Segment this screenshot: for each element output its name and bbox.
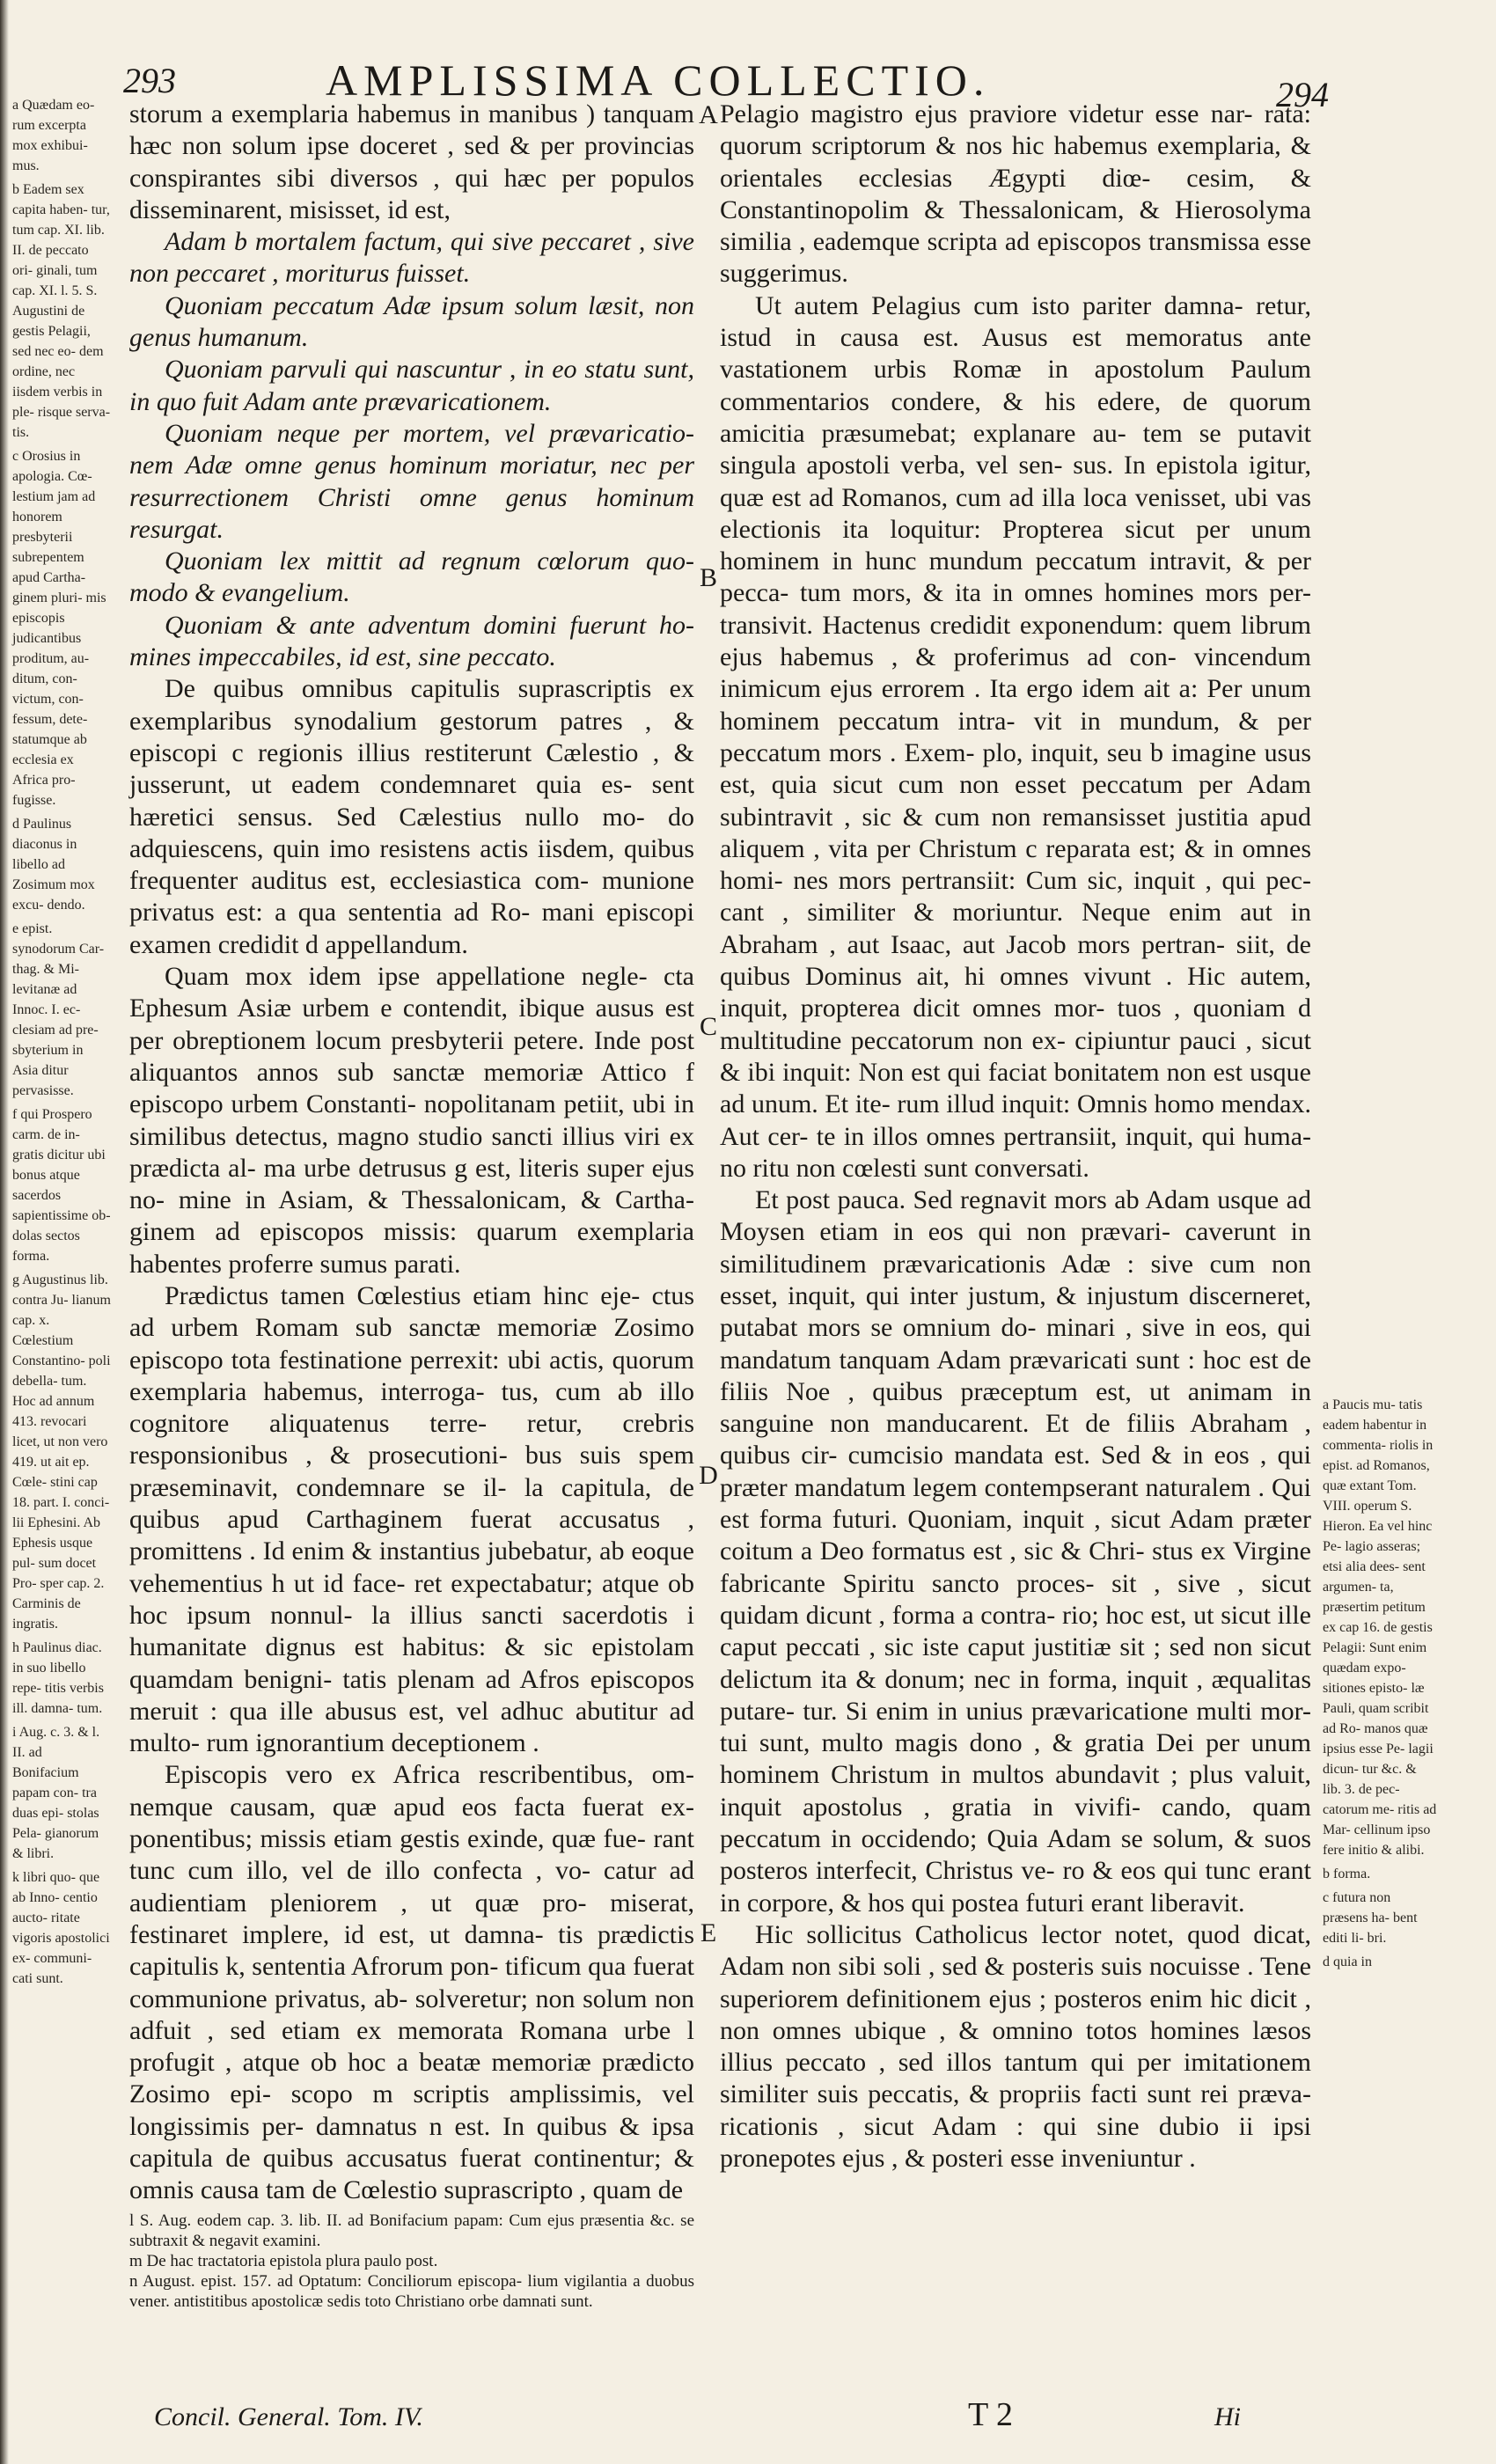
catchword: Hi	[1214, 2402, 1241, 2431]
running-title: AMPLISSIMA COLLECTIO.	[326, 55, 991, 105]
margin-note: e epist. synodorum Car- thag. & Mi- levitanæ ad Innoc. I. ec- clesiam ad pre- sbyterium in Asia ditur pervasisse.	[12, 921, 105, 1098]
paragraph: storum a exemplaria habemus in manibus ) tanquam hæc non solum ipse doceret , sed & per provincias conspirantes sibi diversos , qui hæc per populos disseminarent, misisset, id est,	[129, 99, 694, 224]
margin-note: d Paulinus diaconus in libello ad Zosimum mox excu- dendo.	[12, 817, 95, 913]
paragraph: Hic sollicitus Catholicus lector notet, quod dicat, Adam non sibi soli , sed & posteris suis nocuisse . Tene superiorem definitionem ejus ; posteros enim hic dicit , non omnes ubique , & omnino totos homines læsos illius peccato , sed illos tantum qui per imitationem similiter suis peccatis, & propriis facti sunt rei præva- ricationis , sicut Adam : qui sine dubio ii ipsi pronepotes ejus , & posteri esse inveniuntur .	[720, 1919, 1311, 2173]
signature-mark: T 2	[968, 2396, 1014, 2433]
paragraph: Quoniam parvuli qui nascuntur , in eo statu sunt, in quo fuit Adam ante prævaricationem.	[129, 355, 694, 416]
footnote: l S. Aug. eodem cap. 3. lib. II. ad Bonifacium papam: Cum ejus præsentia &c. se subtraxit & negavit examini.	[129, 2211, 694, 2250]
section-letter-d: D	[699, 1461, 718, 1490]
margin-note: a Quædam eo- rum excerpta mox exhibui- mus.	[12, 98, 95, 173]
margin-note: c futura non præsens ha- bent editi li- bri.	[1323, 1890, 1418, 1946]
margin-note: g Augustinus lib. contra Ju- lianum cap. x. Cœlestium Constantino- poli debella- tum. Hoc ad annum 413. revocari licet, ut non vero 419. ut ait ep. Cœle- stini cap 18. part. I. conci- lii Ephesini. Ab Ephesis usque pul- sum docet Pro- sper cap. 2. Carminis de ingratis.	[12, 1272, 111, 1632]
left-column-footnotes	[129, 2211, 694, 2312]
margin-note: b forma.	[1323, 1866, 1371, 1881]
paragraph: Adam b mortalem factum, qui sive peccaret , sive non peccaret , moriturus fuisset.	[129, 227, 694, 289]
left-column	[129, 99, 694, 2312]
paragraph: Quam mox idem ipse appellatione negle- cta Ephesum Asiæ urbem e contendit, ibique ausus est per obreptionem locum presbyterii petere. Inde post aliquantos annos sub sanctæ memoriæ Attico f episcopo urbem Constanti- nopolitanam petiit, ubi in similibus detectus, magno studio sancti illius viri ex prædicta al- ma urbe detrusus g est, literis super ejus no- mine in Asiam, & Thessalonicam, & Cartha- ginem ad episcopos missis: quarum exemplaria habentes proferre sumus parati.	[129, 962, 694, 1279]
footnote: m De hac tractatoria epistola plura paulo post.	[129, 2251, 438, 2270]
left-margin-notes	[12, 95, 111, 1992]
page-number-right: 294	[1276, 75, 1329, 114]
margin-note: c Orosius in apologia. Cœ- lestium jam ad honorem presbyterii subrepentem apud Cartha- ginem pluri- mis episcopis judicantibus proditum, au- ditum, con- victum, con- fessum, dete- statumque ab ecclesia ex Africa pro- fugisse.	[12, 449, 106, 808]
right-column	[720, 99, 1311, 2174]
paragraph: Quoniam & ante adventum domini fuerunt ho- mines impeccabiles, id est, sine peccato.	[129, 610, 694, 672]
margin-note: f qui Prospero carm. de in- gratis dicitur ubi bonus atque sacerdos sapientissime ob- dolas sectos forma.	[12, 1107, 111, 1264]
margin-note: h Paulinus diac. in suo libello repe- titis verbis ill. damna- tum.	[12, 1640, 104, 1716]
footnote: n August. epist. 157. ad Optatum: Conciliorum episcopa- lium vigilantia a duobus vener. antistitibus apostolicæ sedis toto Christiano orbe damnati sunt.	[129, 2271, 694, 2311]
paragraph: Ut autem Pelagius cum isto pariter damna- retur, istud in causa est. Ausus est memoratus ante vastationem urbis Romæ in apostolum Paulum commentarios condere, & his edere, de quorum amicitia præsumebat; explanare au- tem se putavit singula apostoli verba, vel sen- sus. In epistola igitur, quæ est ad Romanos, cum ad illa loca venisset, ubi vas electionis ita loquitur: Propterea sicut per unum hominem in hunc mundum peccatum intravit, & per pecca- tum mors, & ita in omnes homines mors per- transivit. Hactenus credidit exponendum: quem librum ejus habemus , & proferimus ad con- vincendum inimicum ejus errorem . Ita ergo idem ait a: Per unum hominem peccatum intra- vit in mundum, & per peccatum mors . Exem- plo, inquit, seu b imagine usus est, quia sicut cum non esset peccatum per Adam subintravit , sic & cum non remansisset justitia apud aliquem , vita per Christum c reparata est; & in omnes homi- nes mors pertransiit: Cum sic, inquit , qui pec- cant , similiter & moriuntur. Neque enim aut in Abraham , aut Isaac, aut Jacob mors pertran- siit, de quibus Dominus ait, hi omnes vivunt . Hic autem, inquit, propterea dicit omnes mor- tuos , quoniam d multitudine peccatorum non ex- cipiuntur pauci , sicut & ibi inquit: Non est qui faciat bonitatem non est usque ad unum. Et ite- rum illud inquit: Omnis homo mendax. Aut cer- te in illos omnes pertransiit, inquit, qui huma- no ritu non cœlesti sunt conversati.	[720, 290, 1311, 1183]
margin-note: a Paucis mu- tatis eadem habentur in commenta- riolis in epist. ad Romanos, quæ extant Tom. VIII. operum S. Hieron. Ea vel hinc Pe- lagio asseras; etsi alia dees- sent argumen- ta, præsertim petitum ex cap 16. de gestis Pelagii: Sunt enim quædam expo- sitiones episto- læ Pauli, quam scribit ad Ro- manos quæ ipsius esse Pe- lagii dicun- tur &c. & lib. 3. de pec- catorum me- ritis ad Mar- cellinum ipso fere initio & alibi.	[1323, 1397, 1437, 1858]
margin-note: i Aug. c. 3. & l. II. ad Bonifacium papam con- tra duas epi- stolas Pela- gianorum & libri.	[12, 1725, 100, 1861]
right-margin-notes	[1323, 1395, 1437, 1976]
paragraph: Pelagio magistro ejus praviore videtur esse nar- rata: quorum scriptorum & nos hic habemus exemplaria, & orientales ecclesias Ægypti diœ- cesim, & Constantinopolim & Thessalonicam, & Hierosolyma similia , eademque scripta ad episcopos transmissa esse suggerimus.	[720, 99, 1311, 289]
paragraph: Quoniam peccatum Adæ ipsum solum læsit, non genus humanum.	[129, 290, 694, 353]
section-letter-a: A	[699, 100, 718, 129]
page-number-left: 293	[123, 61, 176, 100]
paragraph: Et post pauca. Sed regnavit mors ab Adam usque ad Moysen etiam in eos qui non prævari- caverunt in similitudinem prævaricationis Adæ : sive cum non esset, inquit, qui inter justum, & injustum discerneret, putabat mors se omnium do- minari , sive in eos, qui mandatum tanquam Adam prævaricati sunt : hoc est de filiis Noe , quibus præceptum est, ut animam in sanguine non manducarent. Et de filiis Abraham , quibus cir- cumcisio mandata est. Sed & in eos , qui præter mandatum legem contempserant naturalem . Qui est forma futuri. Quoniam, inquit , sicut Adam præter coitum a Deo formatus est , sic & Chri- stus ex Virgine fabricante Spiritu sancto proces- sit , sive , sicut quidam dicunt , forma a contra- rio; hoc est, ut sicut ille caput peccati , sic iste caput justitiæ sit ; sed non sicut delictum ita & donum; nec in forma, inquit , æqualitas putare- tur. Si enim in unius prævaricatione multi mor- tui sunt, multo magis dono , & gratia Dei per unum hominem Christum in multos abundavit ; plus valuit, inquit apostolus , gratia in vivifi- cando, quam peccatum in occidendo; Quia Adam se solum, & suos posteros interfecit, Christus ve- ro & eos qui tunc erant in corpore, & hos qui postea futuri erant liberavit.	[720, 1185, 1311, 1918]
gutter-shadow	[0, 0, 9, 2464]
paragraph: Quoniam lex mittit ad regnum cœlorum quo- modo & evangelium.	[129, 546, 694, 608]
margin-note: b Eadem sex capita haben- tur, tum cap. XI. lib. II. de peccato ori- ginali, tum cap. XI. l. 5. S. Augustini de gestis Pelagii, sed nec eo- dem ordine, nec iisdem verbis in ple- risque serva- tis.	[12, 182, 111, 440]
margin-note: k libri quo- que ab Inno- centio aucto- ritate vigoris apostolici ex- communi- cati sunt.	[12, 1870, 110, 1986]
left-column-body	[129, 99, 694, 2207]
right-column-body	[720, 99, 1311, 2174]
paragraph: Prædictus tamen Cœlestius etiam hinc eje- ctus ad urbem Romam sub sanctæ memoriæ Zosimo episcopo tota festinatione perrexit: ubi actis, quorum exemplaria habemus, interroga- tus, cum ab illo cognitore aliquatenus terre- retur, crebris responsionibus , & prosecutioni- bus suis spem præseminavit, condemnare se il- la capitula, de quibus apud Carthaginem fuerat accusatus , promittens . Id enim & instantius jubebatur, ab eoque vehementius h ut id face- ret expectabatur; atque ob hoc ipsum nonnul- la illius sancti sacerdotis i humanitate dignus est habitus: & sic epistolam quamdam benigni- tatis plenam ad Afros episcopos meruit : qua ille abusus est, vel adhuc abutitur ad multo- rum ignorantium deceptionem .	[129, 1280, 694, 1758]
paragraph: Quoniam neque per mortem, vel prævaricatio- nem Adæ omne genus hominum moriatur, nec per resurrectionem Christi omne genus hominum resurgat.	[129, 418, 694, 544]
section-letter-c: C	[699, 1012, 717, 1041]
footer-title: Concil. General. Tom. IV.	[154, 2402, 423, 2431]
paragraph: De quibus omnibus capitulis suprascriptis ex exemplaribus synodalium gestorum patres , & episcopi c regionis illius restiterunt Cælestio , & jusserunt, ut eadem condemnaret quia es- sent hæretici sensus. Sed Cælestius nullo mo- do adquiescens, quin imo resistens actis iisdem, quibus frequenter auditus est, ecclesiastica com- munione privatus est: a qua sententia ad Ro- mani episcopi examen credidit d appellandum.	[129, 674, 694, 959]
margin-note: d quia in	[1323, 1954, 1372, 1969]
section-letter-b: B	[699, 563, 717, 592]
paragraph: Episcopis vero ex Africa rescribentibus, om- nemque causam, quæ apud eos facta fuerat ex- ponentibus; missis etiam gestis exinde, quæ fue- rant tunc cum illo, vel de illo confecta , vo- catur ad audientiam pleniorem , ut quæ pro- miserat, festinaret implere, id est, ut damna- tis prædictis capitulis k, sententia Afrorum pon- tificum qua fuerat communione privatus, ab- solveretur; non solum non adfuit , sed etiam ex memorata Romana urbe l profugit , atque ob hoc a beatæ memoriæ prædicto Zosimo epi- scopo m scriptis amplissimis, vel longissimis per- damnatus n est. In quibus & ipsa capitula de quibus accusatus fuerat continentur; & omnis causa tam de Cœlestio suprascripto , quam de	[129, 1760, 694, 2205]
section-letter-e: E	[700, 1918, 717, 1947]
